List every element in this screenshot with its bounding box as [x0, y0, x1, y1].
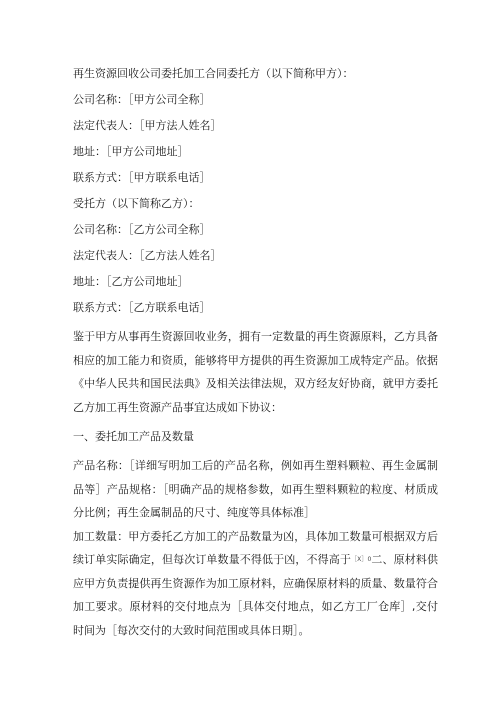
product-paragraph: 产品名称：［详细写明加工后的产品名称，例如再生塑料颗粒、再生金属制品等］产品规格：［明确产品的规格参数，如再生塑料颗粒的粒度、材质成分比例；再生金属制品的尺寸、纯度等具体标准］: [73, 459, 438, 519]
party-b-legal-rep: 法定代表人：［乙方法人姓名］: [73, 249, 222, 262]
preamble-paragraph: 鉴于甲方从事再生资源回收业务，拥有一定数量的再生资源原料，乙方具备相应的加工能力和资质，能够将甲方提供的再生资源加工成特定产品。依据《中华人民共和国民法典》及相关法律法规，双方经友好协商，就甲方委托乙方加工再生资源产品事宜达成如下协议：: [73, 330, 438, 414]
party-a-contact: 联系方式：［甲方联系电话］: [73, 171, 211, 184]
party-b-company: 公司名称：［乙方公司全称］: [73, 223, 211, 236]
contract-document: [73, 66, 438, 642]
party-a-address: 地址：［甲方公司地址］: [73, 145, 189, 158]
party-a-legal-rep: 法定代表人：［甲方法人姓名］: [73, 119, 222, 132]
quantity-placeholder-mark: ［X］0: [351, 556, 372, 563]
quantity-paragraph: [73, 525, 438, 643]
quantity-text-end: 二、原材料供应甲方负责提供再生资源作为加工原材料，应确保原材料的质量、数量符合加工要求。原材料的交付地点为［具体交付地点，如乙方工厂仓库］,交付时间为［每次交付的大致时间范围或具体日期］。: [73, 553, 439, 637]
section-1-heading: 一、委托加工产品及数量: [73, 430, 194, 443]
party-a-company: 公司名称：［甲方公司全称］: [73, 93, 211, 106]
party-b-address: 地址：［乙方公司地址］: [73, 275, 189, 288]
contract-intro: 再生资源回收公司委托加工合同委托方（以下简称甲方）：: [73, 67, 354, 80]
quantity-text-start: 加工数量：甲方委托乙方加工的产品数量为凶，具体加工数量可根据双方后续订单实际确定，但每次订单数量不得低于凶，不得高于: [73, 529, 438, 566]
party-b-heading: 受托方（以下简称乙方）：: [73, 197, 200, 210]
party-b-contact: 联系方式：［乙方联系电话］: [73, 301, 211, 314]
